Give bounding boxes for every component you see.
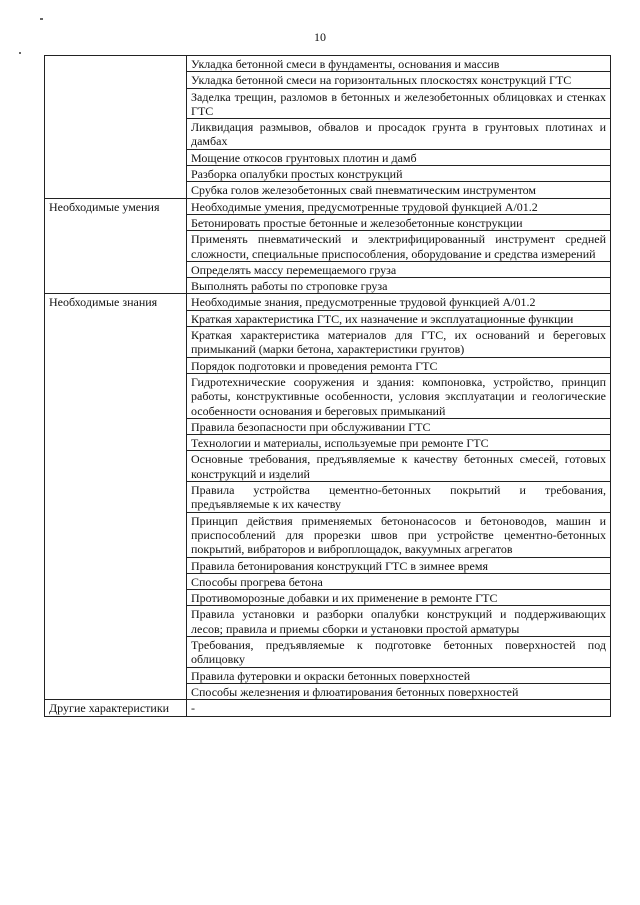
item-cell: Определять массу перемещаемого груза xyxy=(187,261,611,277)
item-cell: Мощение откосов грунтовых плотин и дамб xyxy=(187,149,611,165)
item-cell: Правила безопасности при обслуживании ГТС xyxy=(187,418,611,434)
item-cell: Ликвидация размывов, обвалов и просадок грунта в грунтовых плотинах и дамбах xyxy=(187,119,611,150)
scan-speck xyxy=(19,52,21,54)
item-cell: Противоморозные добавки и их применение в ремонте ГТС xyxy=(187,590,611,606)
table-row xyxy=(45,198,611,214)
requirements-table xyxy=(44,55,611,717)
item-cell: Укладка бетонной смеси на горизонтальных плоскостях конструкций ГТС xyxy=(187,72,611,88)
item-cell: Укладка бетонной смеси в фундаменты, основания и массив xyxy=(187,56,611,72)
item-cell: Правила устройства цементно-бетонных покрытий и требования, предъявляемые к их качеству xyxy=(187,482,611,513)
item-cell: Выполнять работы по строповке груза xyxy=(187,278,611,294)
item-cell: Необходимые знания, предусмотренные трудовой функцией А/01.2 xyxy=(187,294,611,310)
item-cell: Основные требования, предъявляемые к качеству бетонных смесей, готовых конструкций и изделий xyxy=(187,451,611,482)
item-cell: Необходимые умения, предусмотренные трудовой функцией А/01.2 xyxy=(187,198,611,214)
item-cell: Разборка опалубки простых конструкций xyxy=(187,166,611,182)
item-cell: Гидротехнические сооружения и здания: компоновка, устройство, принцип работы, конструктивные особенности, условия эксплуатации и геологические особенности основания и береговых примыканий xyxy=(187,373,611,418)
item-cell: Технологии и материалы, используемые при ремонте ГТС xyxy=(187,435,611,451)
item-cell: Срубка голов железобетонных свай пневматическим инструментом xyxy=(187,182,611,198)
item-cell: Правила футеровки и окраски бетонных поверхностей xyxy=(187,667,611,683)
item-cell: Порядок подготовки и проведения ремонта ГТС xyxy=(187,357,611,373)
item-cell: Бетонировать простые бетонные и железобетонные конструкции xyxy=(187,214,611,230)
item-cell: Принцип действия применяемых бетононасосов и бетоноводов, машин и приспособлений для прорезки швов при устройстве цементно-бетонных покрытий, вибраторов и виброплощадок, вакуумных агрегатов xyxy=(187,512,611,557)
item-cell: Способы прогрева бетона xyxy=(187,573,611,589)
table-row xyxy=(45,700,611,717)
item-cell: Краткая характеристика ГТС, их назначение и эксплуатационные функции xyxy=(187,310,611,326)
table-row xyxy=(45,56,611,72)
category-cell: Необходимые умения xyxy=(45,198,187,294)
item-cell: Заделка трещин, разломов в бетонных и железобетонных облицовках и стенках ГТС xyxy=(187,88,611,119)
item-cell: Правила бетонирования конструкций ГТС в зимнее время xyxy=(187,557,611,573)
item-cell: Способы железнения и флюатирования бетонных поверхностей xyxy=(187,683,611,699)
table-row xyxy=(45,294,611,310)
category-cell xyxy=(45,56,187,199)
requirements-table-body xyxy=(45,56,611,717)
item-cell: Краткая характеристика материалов для ГТС, их оснований и береговых примыканий (марки бетона, характеристики грунтов) xyxy=(187,327,611,358)
item-cell: Применять пневматический и электрифицированный инструмент средней сложности, специальные приспособления, оборудование и средства измерений xyxy=(187,231,611,262)
category-cell: Другие характеристики xyxy=(45,700,187,717)
item-cell: Правила установки и разборки опалубки конструкций и поддерживающих лесов; правила и приемы сборки и установки простой арматуры xyxy=(187,606,611,637)
item-cell: - xyxy=(187,700,611,717)
scan-speck xyxy=(40,18,43,20)
item-cell: Требования, предъявляемые к подготовке бетонных поверхностей под облицовку xyxy=(187,636,611,667)
category-cell: Необходимые знания xyxy=(45,294,187,700)
page-number: 10 xyxy=(314,30,326,44)
